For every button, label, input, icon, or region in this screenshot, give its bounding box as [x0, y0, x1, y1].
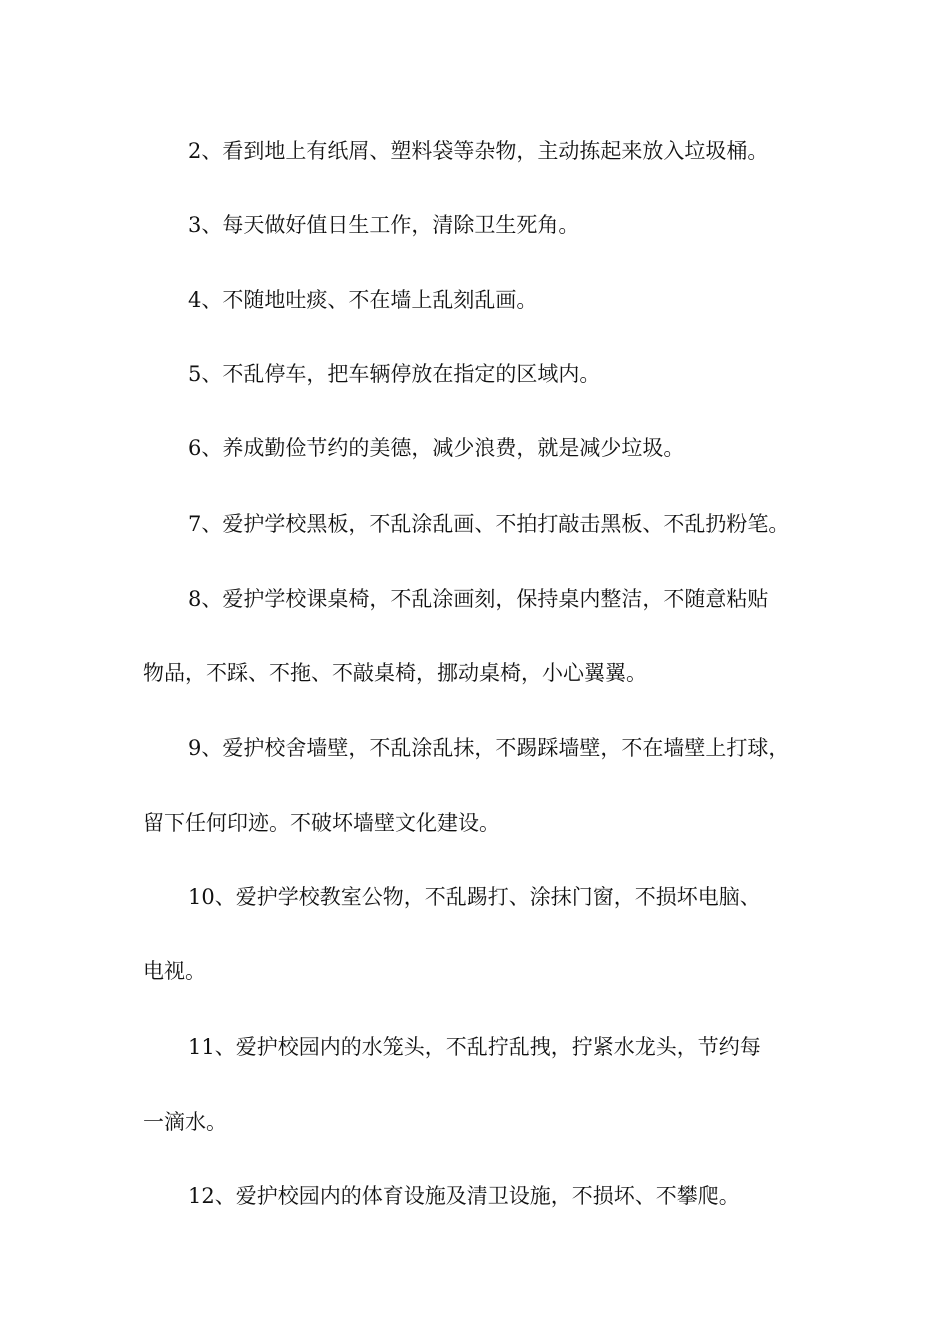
rule-6-text: 6、养成勤俭节约的美德，减少浪费，就是减少垃圾。 — [188, 436, 685, 460]
rule-10-text-line-1: 10、爱护学校教室公物，不乱踢打、涂抹门窗，不损坏电脑、 — [188, 885, 761, 909]
rule-4-text: 4、不随地吐痰、不在墙上乱刻乱画。 — [188, 288, 538, 312]
rule-9-text-line-2: 留下任何印迹。不破坏墙壁文化建设。 — [143, 811, 500, 835]
rule-3-text: 3、每天做好值日生工作，清除卫生死角。 — [188, 213, 580, 237]
rule-8-text-line-2: 物品，不踩、不拖、不敲桌椅，挪动桌椅，小心翼翼。 — [143, 661, 647, 685]
rule-10-text-line-2: 电视。 — [143, 959, 206, 983]
rule-7-text: 7、爱护学校黑板，不乱涂乱画、不拍打敲击黑板、不乱扔粉笔。 — [188, 512, 790, 536]
rule-2-text: 2、看到地上有纸屑、塑料袋等杂物，主动拣起来放入垃圾桶。 — [188, 139, 769, 163]
rule-9-text-line-1: 9、爱护校舍墙壁，不乱涂乱抹，不踢踩墙壁，不在墙壁上打球， — [188, 736, 790, 760]
rule-8-text-line-1: 8、爱护学校课桌椅，不乱涂画刻，保持桌内整洁，不随意粘贴 — [188, 587, 769, 611]
rule-11-text-line-1: 11、爱护校园内的水笼头，不乱拧乱拽，拧紧水龙头，节约每 — [188, 1035, 761, 1059]
rule-5-text: 5、不乱停车，把车辆停放在指定的区域内。 — [188, 362, 601, 386]
rule-11-text-line-2: 一滴水。 — [143, 1110, 227, 1134]
rule-12-text: 12、爱护校园内的体育设施及清卫设施，不损坏、不攀爬。 — [188, 1184, 740, 1208]
